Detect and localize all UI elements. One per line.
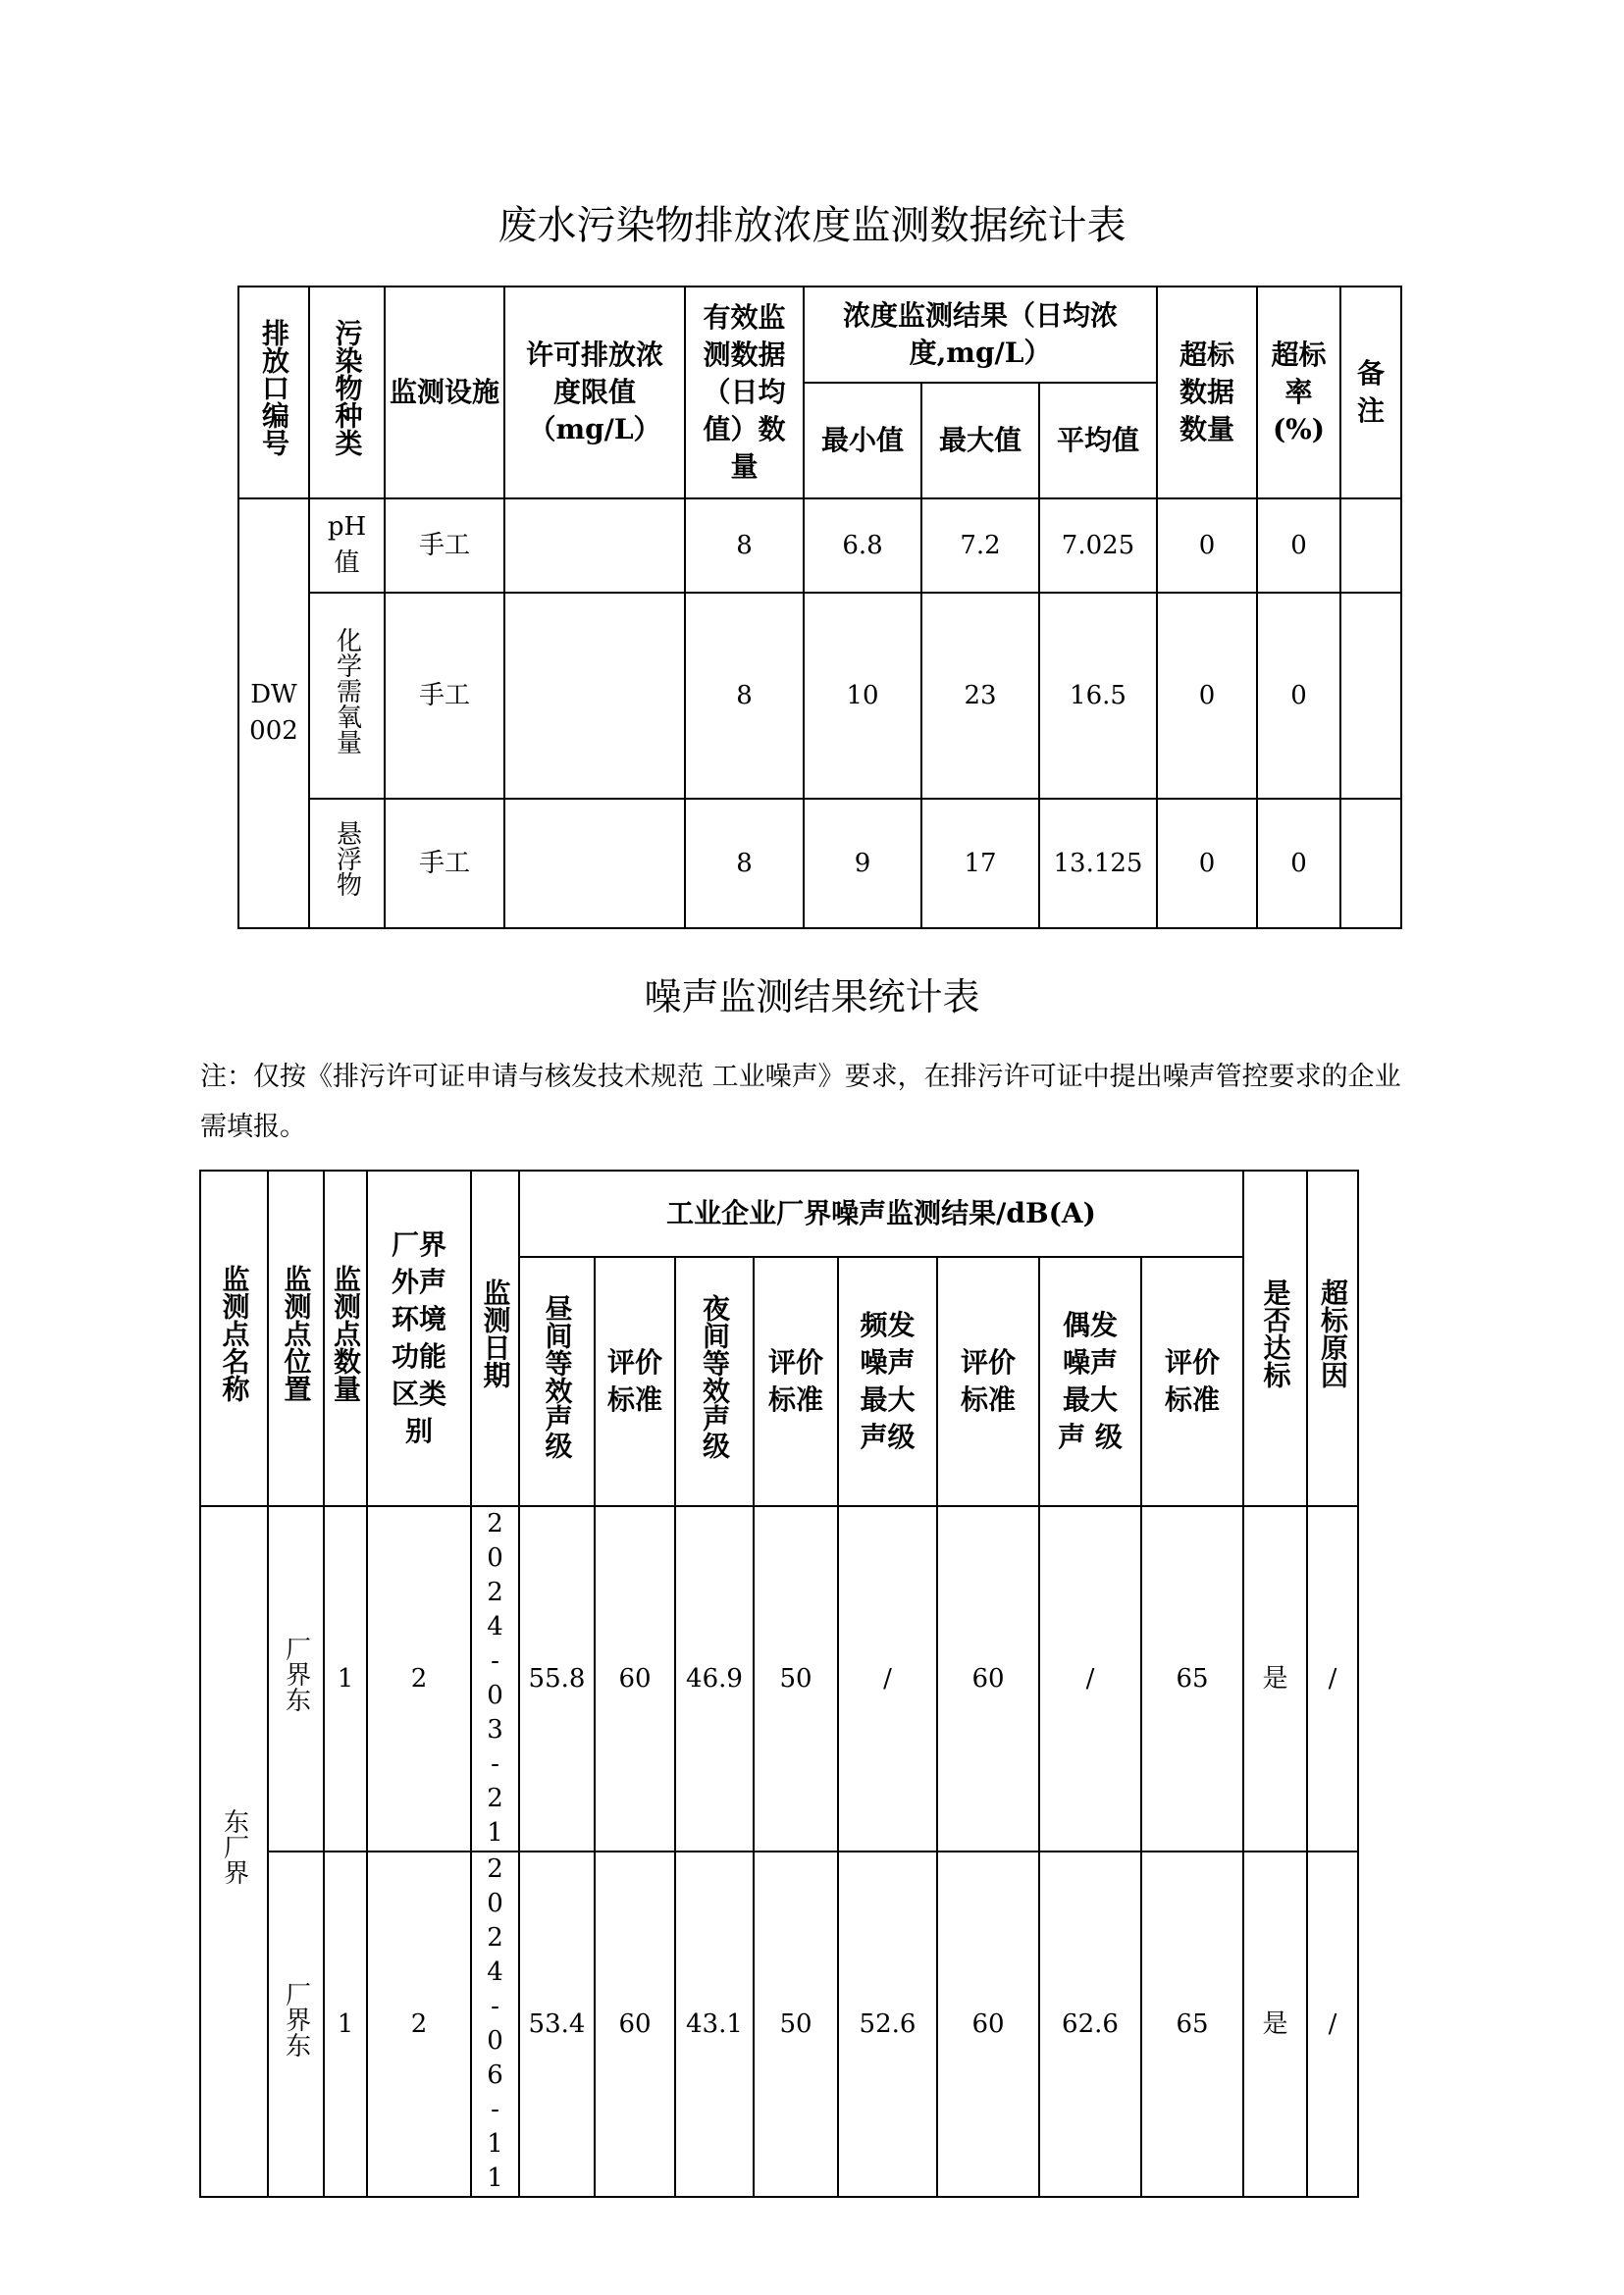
avg-cell: 13.125	[1039, 799, 1157, 928]
exceed-rate-cell: 0	[1257, 799, 1340, 928]
header-valid-data-count: 有效监测数据（日均值）数量	[685, 287, 804, 498]
avg-cell: 16.5	[1039, 593, 1157, 799]
facility-cell: 手工	[385, 799, 504, 928]
header-frequent-standard: 评价标准	[937, 1257, 1039, 1506]
avg-cell: 7.025	[1039, 498, 1157, 593]
header-permit-limit: 许可排放浓度限值（mg/L）	[504, 287, 685, 498]
noise-table	[199, 1170, 1359, 2198]
count-cell: 8	[685, 799, 804, 928]
day-level-cell: 53.4	[519, 1852, 595, 2197]
header-date: 监测日期	[471, 1171, 519, 1506]
exceed-reason-cell: /	[1307, 1506, 1358, 1852]
day-standard-cell: 60	[595, 1852, 675, 2197]
max-cell: 23	[921, 593, 1039, 799]
occasional-standard-cell: 65	[1141, 1852, 1243, 2197]
remark-cell	[1340, 498, 1401, 593]
count-cell: 8	[685, 593, 804, 799]
count-cell: 1	[324, 1506, 367, 1852]
header-occasional-max: 偶发噪声最大声 级	[1039, 1257, 1141, 1506]
header-result-group: 工业企业厂界噪声监测结果/dB(A)	[519, 1171, 1243, 1257]
header-min: 最小值	[804, 383, 921, 498]
table-row	[238, 498, 1401, 593]
header-night-level: 夜间等效声级	[675, 1257, 754, 1506]
header-frequent-max: 频发噪声最大声级	[838, 1257, 937, 1506]
max-cell: 7.2	[921, 498, 1039, 593]
limit-cell	[504, 799, 685, 928]
facility-cell: 手工	[385, 593, 504, 799]
location-cell: 厂界东	[268, 1852, 324, 2197]
exceed-count-cell: 0	[1157, 593, 1257, 799]
table-row	[200, 1852, 1358, 2197]
limit-cell	[504, 498, 685, 593]
pollutant-cell: pH值	[309, 498, 385, 593]
night-standard-cell: 50	[754, 1852, 838, 2197]
table-row	[238, 593, 1401, 799]
header-point-name: 监测点名称	[200, 1171, 268, 1506]
min-cell: 9	[804, 799, 921, 928]
header-day-standard: 评价标准	[595, 1257, 675, 1506]
header-exceed-rate: 超标率(%)	[1257, 287, 1340, 498]
exceed-count-cell: 0	[1157, 498, 1257, 593]
zone-cell: 2	[367, 1852, 471, 2197]
max-cell: 17	[921, 799, 1039, 928]
occasional-max-cell: /	[1039, 1506, 1141, 1852]
header-day-level: 昼间等效声级	[519, 1257, 595, 1506]
occasional-max-cell: 62.6	[1039, 1852, 1141, 2197]
point-name-cell: 东厂界	[200, 1506, 268, 2197]
frequent-standard-cell: 60	[937, 1852, 1039, 2197]
facility-cell: 手工	[385, 498, 504, 593]
compliant-cell: 是	[1243, 1506, 1307, 1852]
table-row	[238, 799, 1401, 928]
header-max: 最大值	[921, 383, 1039, 498]
pollutant-cell: 化学需氧量	[309, 593, 385, 799]
header-exceed-reason: 超标原因	[1307, 1171, 1358, 1506]
header-concentration-group: 浓度监测结果（日均浓度,mg/L）	[804, 287, 1157, 383]
exceed-rate-cell: 0	[1257, 498, 1340, 593]
header-pollutant-type: 污染物种类	[309, 287, 385, 498]
wastewater-table-title: 废水污染物排放浓度监测数据统计表	[498, 203, 1126, 248]
exceed-count-cell: 0	[1157, 799, 1257, 928]
noise-note: 注：仅按《排污许可证申请与核发技术规范 工业噪声》要求，在排污许可证中提出噪声管控要求的企业需填报。	[200, 1062, 1401, 1142]
header-zone-class: 厂界外声环境功能区类别	[367, 1171, 471, 1506]
night-level-cell: 43.1	[675, 1852, 754, 2197]
limit-cell	[504, 593, 685, 799]
night-level-cell: 46.9	[675, 1506, 754, 1852]
count-cell: 8	[685, 498, 804, 593]
header-point-count: 监测点数量	[324, 1171, 367, 1506]
frequent-max-cell: /	[838, 1506, 937, 1852]
remark-cell	[1340, 593, 1401, 799]
min-cell: 6.8	[804, 498, 921, 593]
outlet-code-cell: DW002	[238, 498, 309, 928]
wastewater-table	[237, 286, 1402, 929]
frequent-standard-cell: 60	[937, 1506, 1039, 1852]
frequent-max-cell: 52.6	[838, 1852, 937, 2197]
exceed-rate-cell: 0	[1257, 593, 1340, 799]
date-cell: 2024-06-11	[471, 1852, 519, 2197]
header-occasional-standard: 评价标准	[1141, 1257, 1243, 1506]
location-cell: 厂界东	[268, 1506, 324, 1852]
compliant-cell: 是	[1243, 1852, 1307, 2197]
header-night-standard: 评价标准	[754, 1257, 838, 1506]
night-standard-cell: 50	[754, 1506, 838, 1852]
header-avg: 平均值	[1039, 383, 1157, 498]
noise-table-title: 噪声监测结果统计表	[644, 975, 980, 1018]
header-monitoring-facility: 监测设施	[385, 287, 504, 498]
occasional-standard-cell: 65	[1141, 1506, 1243, 1852]
date-cell: 2024-03-21	[471, 1506, 519, 1852]
header-compliant: 是否达标	[1243, 1171, 1307, 1506]
header-point-location: 监测点位置	[268, 1171, 324, 1506]
min-cell: 10	[804, 593, 921, 799]
day-standard-cell: 60	[595, 1506, 675, 1852]
header-outlet-code: 排放口编号	[238, 287, 309, 498]
remark-cell	[1340, 799, 1401, 928]
zone-cell: 2	[367, 1506, 471, 1852]
exceed-reason-cell: /	[1307, 1852, 1358, 2197]
day-level-cell: 55.8	[519, 1506, 595, 1852]
pollutant-cell: 悬浮物	[309, 799, 385, 928]
count-cell: 1	[324, 1852, 367, 2197]
header-remark: 备注	[1340, 287, 1401, 498]
header-exceed-count: 超标数据数量	[1157, 287, 1257, 498]
table-row	[200, 1506, 1358, 1852]
